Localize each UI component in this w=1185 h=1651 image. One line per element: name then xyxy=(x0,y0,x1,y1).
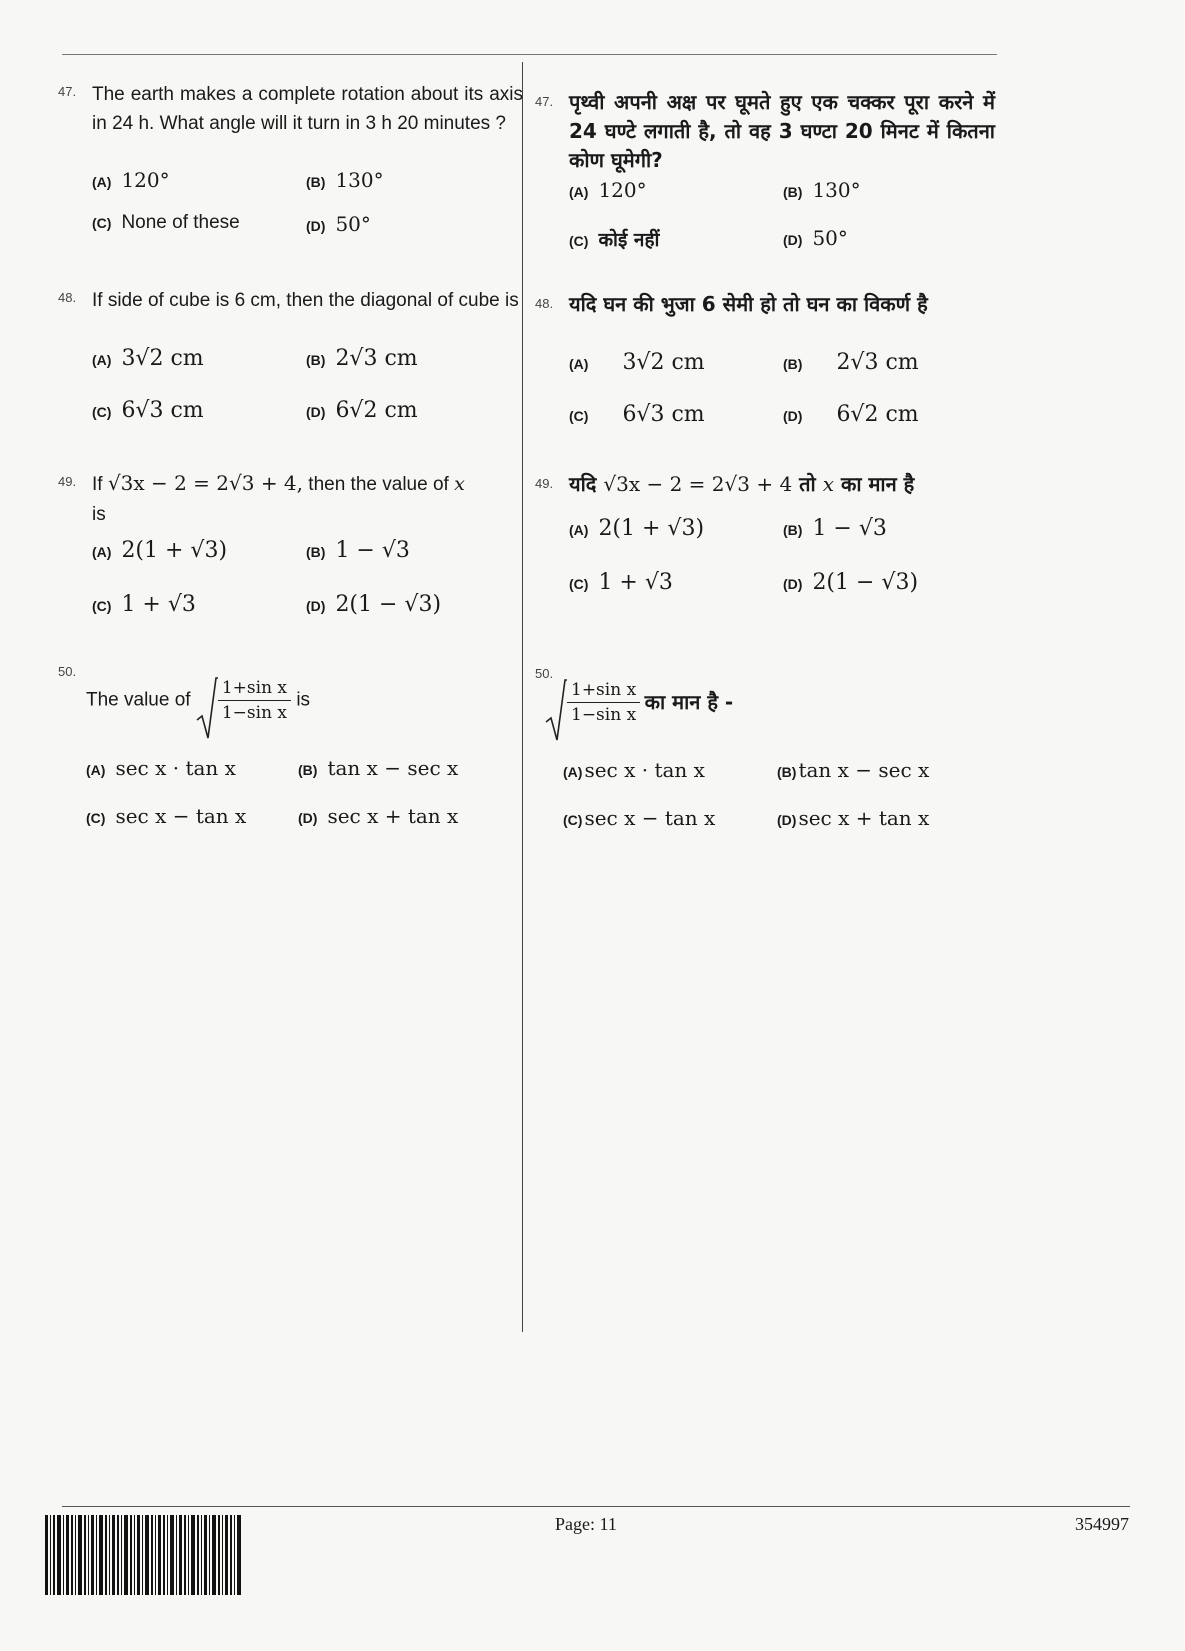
option-label: (A) xyxy=(92,174,112,190)
option-value: 2√3 cm xyxy=(836,350,919,375)
option-d[interactable] xyxy=(306,212,371,237)
option-value: 2(1 + √3) xyxy=(121,538,228,563)
option-value: 6√3 cm xyxy=(121,398,204,423)
option-b[interactable] xyxy=(783,178,861,203)
option-c[interactable] xyxy=(569,570,673,595)
option-label: (D) xyxy=(306,598,326,614)
text-post: is xyxy=(296,689,311,711)
question-text: पृथ्वी अपनी अक्ष पर घूमते हुए एक चक्कर पूरा करने में 24 घण्टे लगाती है, तो वह 3 घण्टा 20 मिनट में कितना कोण घूमेगी? xyxy=(569,90,995,172)
option-value: 6√3 cm xyxy=(622,402,705,427)
option-label: (C) xyxy=(569,408,589,424)
option-c[interactable] xyxy=(92,212,240,234)
question-text: यदि घन की भुजा 6 सेमी हो तो घन का विकर्ण है xyxy=(569,292,928,316)
equation: √3x − 2 = 2√3 + 4, xyxy=(107,471,304,495)
question-text xyxy=(545,678,733,727)
text-pre: If xyxy=(92,474,103,495)
fraction xyxy=(218,676,291,725)
option-label: (A) xyxy=(86,762,106,778)
option-d[interactable] xyxy=(298,804,458,829)
option-label: (C) xyxy=(92,598,112,614)
option-d[interactable] xyxy=(306,592,441,617)
option-value: 50° xyxy=(812,226,848,250)
option-value: 1 + √3 xyxy=(121,592,196,617)
option-c[interactable] xyxy=(563,806,715,831)
option-value: None of these xyxy=(121,212,240,233)
option-label: (D) xyxy=(783,576,803,592)
option-a[interactable] xyxy=(569,350,705,375)
option-value: 6√2 cm xyxy=(836,402,919,427)
fraction-numerator: 1+sin x xyxy=(218,676,291,701)
option-value: 1 − √3 xyxy=(812,516,887,541)
option-c[interactable] xyxy=(569,226,659,255)
option-b[interactable] xyxy=(783,350,919,375)
page-number: Page: 11 xyxy=(555,1514,617,1534)
radical-fraction xyxy=(196,676,291,725)
option-value: sec x + tan x xyxy=(327,804,459,828)
barcode-icon xyxy=(45,1515,245,1595)
question-text: If side of cube is 6 cm, then the diagonal of cube is xyxy=(92,290,519,311)
option-value: 130° xyxy=(335,168,384,192)
column-divider xyxy=(522,62,523,1332)
option-d[interactable] xyxy=(777,806,929,831)
option-label: (B) xyxy=(298,762,318,778)
option-b[interactable] xyxy=(777,758,929,783)
option-d[interactable] xyxy=(783,570,918,595)
question-text xyxy=(569,470,995,499)
option-b[interactable] xyxy=(783,516,887,541)
radical-sign-icon xyxy=(545,678,567,744)
option-label: (B) xyxy=(306,544,326,560)
option-value: 2(1 − √3) xyxy=(812,570,919,595)
question-number: 49. xyxy=(58,474,77,489)
text-post: तो xyxy=(799,472,816,496)
option-label: (B) xyxy=(783,356,803,372)
option-value: 1 − √3 xyxy=(335,538,410,563)
option-label: (C) xyxy=(563,812,583,828)
option-label: (A) xyxy=(563,764,583,780)
question-text xyxy=(86,676,310,725)
question-text: The earth makes a complete rotation about its axis in 24 h. What angle will it turn in 3 h 20 minutes ? xyxy=(92,84,523,134)
option-d[interactable] xyxy=(783,226,848,251)
option-c[interactable] xyxy=(92,592,196,617)
option-label: (C) xyxy=(569,576,589,592)
question-number: 47. xyxy=(535,94,554,109)
fraction-denominator: 1−sin x xyxy=(221,703,288,723)
option-value: 2(1 − √3) xyxy=(335,592,442,617)
text-post: का मान है - xyxy=(644,690,734,714)
option-b[interactable] xyxy=(306,168,384,193)
option-b[interactable] xyxy=(306,346,418,371)
radical-sign-icon xyxy=(196,676,218,742)
option-c[interactable] xyxy=(92,398,204,423)
question-number: 49. xyxy=(535,476,554,491)
option-c[interactable] xyxy=(569,402,705,427)
question-number: 50. xyxy=(58,664,77,679)
option-value: sec x − tan x xyxy=(584,806,716,830)
option-value: 3√2 cm xyxy=(622,350,705,375)
option-label: (B) xyxy=(783,184,803,200)
option-label: (A) xyxy=(569,356,589,372)
radical-fraction xyxy=(545,678,640,727)
option-a[interactable] xyxy=(563,758,705,783)
option-label: (C) xyxy=(569,233,589,249)
top-rule xyxy=(62,54,997,55)
option-d[interactable] xyxy=(783,402,919,427)
text-end: का मान है xyxy=(840,472,915,496)
option-label: (C) xyxy=(92,404,112,420)
option-label: (B) xyxy=(777,764,797,780)
equation: √3x − 2 = 2√3 + 4 xyxy=(603,472,793,496)
text-pre: The value of xyxy=(86,689,191,711)
option-value: 120° xyxy=(121,168,170,192)
option-value: sec x + tan x xyxy=(798,806,930,830)
option-label: (D) xyxy=(298,810,318,826)
option-label: (D) xyxy=(783,408,803,424)
fraction xyxy=(567,678,640,727)
option-label: (A) xyxy=(569,184,589,200)
bottom-rule xyxy=(62,1506,1130,1507)
question-number: 48. xyxy=(58,290,77,305)
option-a[interactable] xyxy=(92,168,170,193)
text-post: then the value of xyxy=(308,474,449,495)
option-label: (D) xyxy=(306,404,326,420)
option-value: 2√3 cm xyxy=(335,346,418,371)
option-label: (C) xyxy=(92,215,112,231)
option-label: (D) xyxy=(777,812,797,828)
option-label: (A) xyxy=(569,522,589,538)
option-value: sec x · tan x xyxy=(584,758,705,782)
text-end: is xyxy=(92,504,106,525)
option-a[interactable] xyxy=(86,756,236,781)
option-value: 1 + √3 xyxy=(598,570,673,595)
option-value: sec x − tan x xyxy=(115,804,247,828)
fraction-numerator: 1+sin x xyxy=(567,678,640,703)
option-label: (D) xyxy=(783,232,803,248)
question-number: 48. xyxy=(535,296,554,311)
option-label: (A) xyxy=(92,544,112,560)
option-value: tan x − sec x xyxy=(327,756,459,780)
option-value: 2(1 + √3) xyxy=(598,516,705,541)
option-label: (B) xyxy=(783,522,803,538)
option-a[interactable] xyxy=(569,516,704,541)
option-value: 50° xyxy=(335,212,371,236)
option-value: 3√2 cm xyxy=(121,346,204,371)
option-value: sec x · tan x xyxy=(115,756,236,780)
option-d[interactable] xyxy=(306,398,418,423)
fraction-denominator: 1−sin x xyxy=(571,705,637,725)
option-label: (C) xyxy=(86,810,106,826)
text-pre: यदि xyxy=(569,472,597,496)
option-value: tan x − sec x xyxy=(798,758,930,782)
paper-code: 354997 xyxy=(1075,1514,1129,1534)
option-label: (A) xyxy=(92,352,112,368)
option-a[interactable] xyxy=(92,538,227,563)
question-number: 47. xyxy=(58,84,77,99)
option-label: (D) xyxy=(306,218,326,234)
option-b[interactable] xyxy=(298,756,458,781)
option-a[interactable] xyxy=(569,178,647,203)
option-b[interactable] xyxy=(306,538,410,563)
option-label: (B) xyxy=(306,174,326,190)
option-c[interactable] xyxy=(86,804,246,829)
option-label: (B) xyxy=(306,352,326,368)
question-text xyxy=(92,468,523,530)
option-value: कोई नहीं xyxy=(598,229,660,251)
option-value: 6√2 cm xyxy=(335,398,418,423)
option-value: 120° xyxy=(598,178,647,202)
question-number: 50. xyxy=(535,666,554,681)
option-a[interactable] xyxy=(92,346,204,371)
option-value: 130° xyxy=(812,178,861,202)
variable: x xyxy=(822,472,834,496)
variable: x xyxy=(454,473,465,495)
